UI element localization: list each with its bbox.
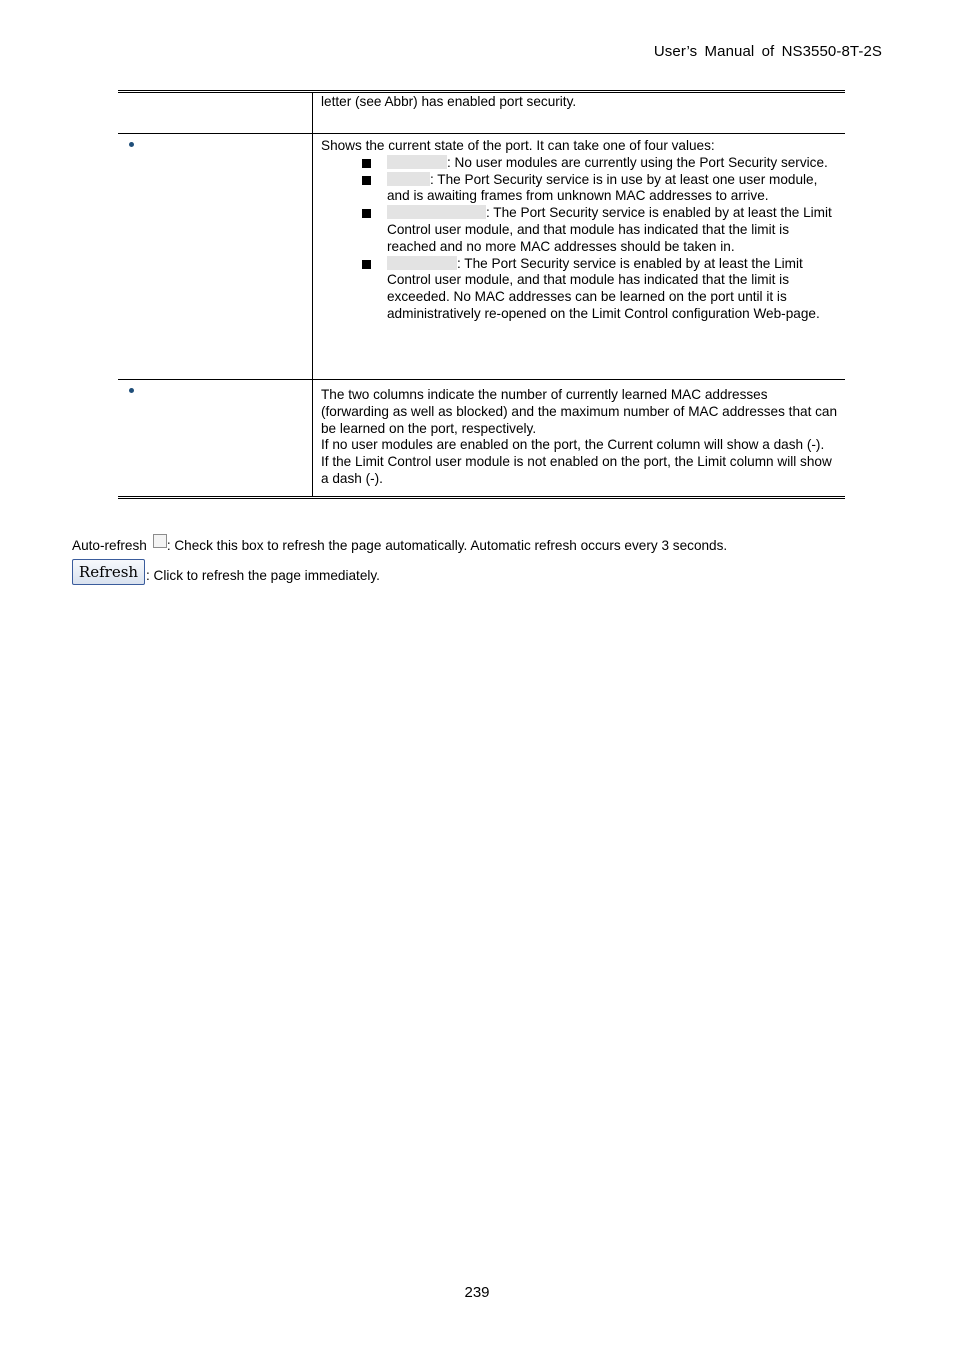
description-cell: letter (see Abbr) has enabled port security. (321, 94, 577, 109)
auto-refresh-description (72, 534, 727, 555)
state-description: : The Port Security service is enabled by at least the Limit Control user module, and that module has indicated that the limit is reached and no more MAC addresses should be taken in. (387, 205, 832, 254)
parameter-cell (118, 93, 313, 133)
square-bullet-icon (362, 209, 371, 218)
parameter-cell (118, 380, 313, 496)
square-bullet-icon (362, 176, 371, 185)
bullet-icon (129, 142, 134, 147)
square-bullet-icon (362, 260, 371, 269)
list-item (321, 256, 839, 323)
square-bullet-icon (362, 159, 371, 168)
redacted-value (387, 256, 457, 270)
page-number: 239 (464, 1284, 490, 1301)
description-line: If no user modules are enabled on the port, the Current column will show a dash (-). (321, 437, 825, 453)
list-item (321, 155, 839, 172)
refresh-description (72, 559, 380, 585)
state-description: : No user modules are currently using the Port Security service. (447, 154, 828, 170)
refresh-desc: : Click to refresh the page immediately. (146, 568, 380, 584)
description-cell (313, 134, 845, 379)
redacted-value (387, 155, 447, 169)
redacted-value (387, 205, 486, 219)
parameter-cell (118, 134, 313, 379)
table-row (118, 379, 845, 496)
state-intro: Shows the current state of the port. It can take one of four values: (321, 138, 715, 153)
description-line: If the Limit Control user module is not enabled on the port, the Limit column will show a dash (-). (321, 454, 832, 486)
redacted-value (387, 172, 430, 186)
description-line: The two columns indicate the number of currently learned MAC addresses (forwarding as well as blocked) and the maximum number of MAC addresses that can be learned on the port, respectively. (321, 387, 838, 436)
description-cell (313, 380, 845, 496)
parameter-table (118, 90, 845, 499)
list-item (321, 205, 839, 255)
table-row (118, 133, 845, 379)
auto-refresh-desc: : Check this box to refresh the page automatically. Automatic refresh occurs every 3 seconds. (166, 538, 728, 553)
refresh-button[interactable]: Refresh (72, 559, 145, 585)
state-description: : The Port Security service is in use by at least one user module, and is awaiting frames from unknown MAC addresses to arrive. (387, 171, 818, 204)
state-description: : The Port Security service is enabled by at least the Limit Control user module, and that module has indicated that the limit is exceeded. No MAC addresses can be learned on the port until it is administratively re-opened on the Limit Control configuration Web-page. (387, 255, 820, 321)
auto-refresh-label: Auto-refresh (72, 538, 147, 553)
bullet-icon (129, 388, 134, 393)
page-header: User’s Manual of NS3550-8T-2S (653, 43, 882, 60)
table-row (118, 93, 845, 133)
auto-refresh-checkbox[interactable] (153, 534, 167, 548)
list-item (321, 172, 839, 206)
state-list (321, 155, 839, 323)
